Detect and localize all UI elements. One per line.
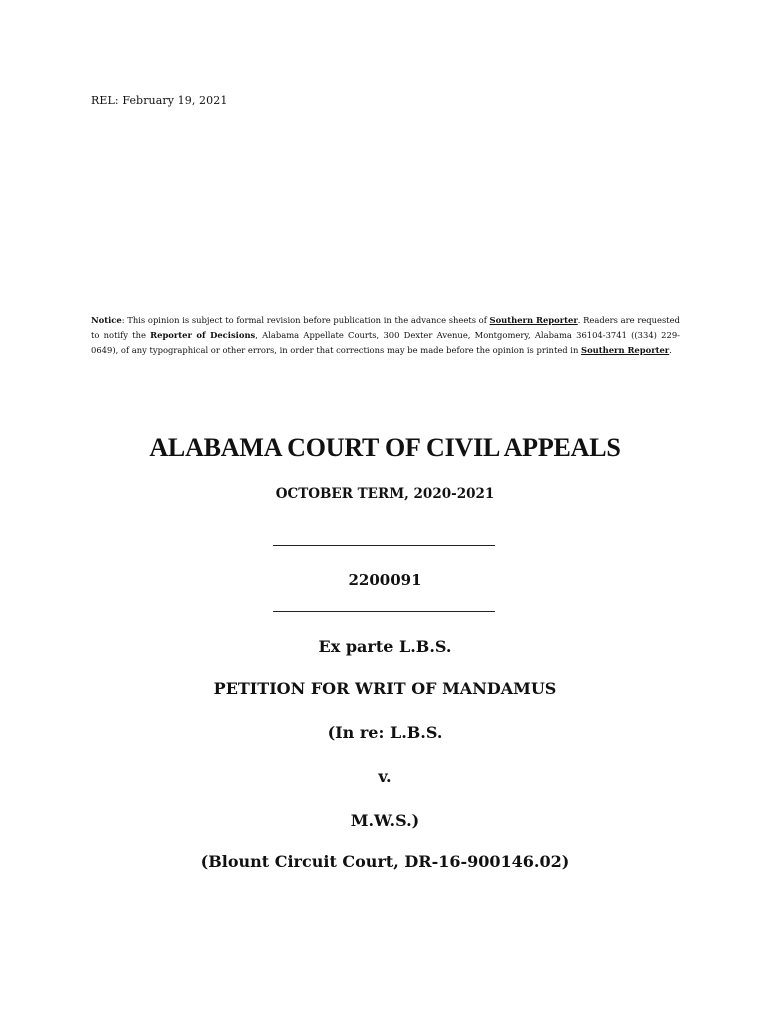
southern-reporter-ref-2: Southern Reporter — [581, 345, 670, 355]
petition-type: PETITION FOR WRIT OF MANDAMUS — [213, 679, 557, 698]
lower-court-line: (Blount Circuit Court, DR-16-900146.02) — [200, 852, 570, 871]
reporter-of-decisions: Reporter of Decisions — [150, 330, 256, 340]
notice-text-4: . — [669, 345, 672, 355]
southern-reporter-ref-1: Southern Reporter — [489, 315, 578, 325]
divider-rule-bottom — [273, 611, 495, 612]
notice-label: Notice — [91, 315, 122, 325]
versus-line: v. — [378, 767, 392, 786]
term-heading: OCTOBER TERM, 2020-2021 — [275, 486, 495, 502]
case-title: Ex parte L.B.S. — [318, 637, 452, 656]
notice-paragraph — [91, 313, 680, 358]
notice-text-3: , Alabama Appellate Courts, 300 Dexter Avenue, Montgomery, Alabama 36104-3741 ((334) 229-0649), of any typographical or other errors, in order that corrections may be made before the opinion is printed in — [91, 330, 680, 355]
respondent-line: M.W.S.) — [350, 811, 420, 830]
release-date-line: REL: February 19, 2021 — [91, 94, 228, 107]
in-re-line: (In re: L.B.S. — [327, 723, 443, 742]
docket-number: 2200091 — [348, 571, 422, 589]
notice-text-1: : This opinion is subject to formal revision before publication in the advance sheets of — [121, 315, 490, 325]
divider-rule-top — [273, 545, 495, 546]
notice-text-2: . Readers are requested to notify the — [91, 315, 680, 340]
court-name-heading: ALABAMA COURT OF CIVIL APPEALS — [149, 433, 621, 462]
